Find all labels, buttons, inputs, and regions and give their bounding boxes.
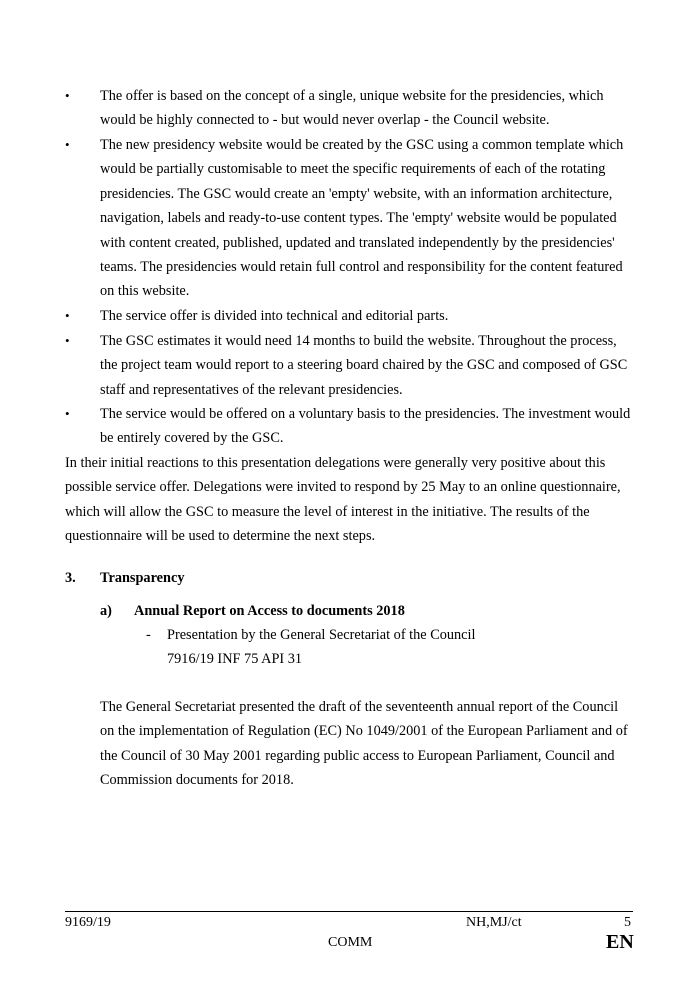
- dash-item-line-1: Presentation by the General Secretariat of the Council: [167, 627, 476, 643]
- bullet-item-3: The service offer is divided into technical and editorial parts.: [100, 308, 449, 324]
- section-title: Transparency: [100, 570, 185, 586]
- closing-paragraph: The General Secretariat presented the draft of the seventeenth annual report of the Council on the implementation of Regulation (EC) No 1049/2001 of the European Parliament and of the Council of 30 May 2001 regarding public access to European Parliament, Council and Commission documents for 2018.: [100, 699, 628, 789]
- section-number: 3.: [65, 570, 76, 586]
- bullet-marker: •: [65, 333, 70, 348]
- footer-initials: NH,MJ/ct: [466, 915, 522, 930]
- bullet-marker: •: [65, 137, 70, 152]
- document-reference: 7916/19 INF 75 API 31: [167, 651, 303, 667]
- subsection-title: Annual Report on Access to documents 2018: [134, 603, 405, 619]
- footer-divider: [65, 911, 633, 912]
- bullet-item-5: The service would be offered on a voluntary basis to the presidencies. The investment would be entirely covered by the GSC.: [100, 406, 631, 447]
- footer-directorate: COMM: [328, 935, 373, 950]
- dash-marker: -: [146, 627, 151, 643]
- bullet-item-2: The new presidency website would be created by the GSC using a common template which would be partially customisable to meet the specific requirements of each of the rotating presidencies. The GSC would create an 'empty' website, with an information architecture, navigation, labels and ready-to-use content types. The 'empty' website would be populated with content created, published, updated and translated independently by the presidencies' teams. The presidencies would retain full control and responsibility for the content featured on this website.: [100, 137, 624, 300]
- bullet-item-4: The GSC estimates it would need 14 months to build the website. Throughout the process, the project team would report to a steering board chaired by the GSC and composed of GSC staff and representatives of the relevant presidencies.: [100, 333, 628, 398]
- bullet-item-1: The offer is based on the concept of a single, unique website for the presidencies, which would be highly connected to - but would never overlap - the Council website.: [100, 88, 604, 129]
- footer-page-number: 5: [624, 915, 631, 930]
- footer-language: EN: [606, 931, 634, 953]
- bullet-marker: •: [65, 406, 70, 421]
- bullet-marker: •: [65, 88, 70, 103]
- reaction-paragraph: In their initial reactions to this presentation delegations were generally very positive about this possible service offer. Delegations were invited to respond by 25 May to an online questionnaire, which will allow the GSC to measure the level of interest in the initiative. The results of the questionnaire will be used to determine the next steps.: [65, 455, 621, 545]
- bullet-marker: •: [65, 308, 70, 323]
- subsection-letter: a): [100, 603, 112, 619]
- footer-doc-number: 9169/19: [65, 915, 111, 930]
